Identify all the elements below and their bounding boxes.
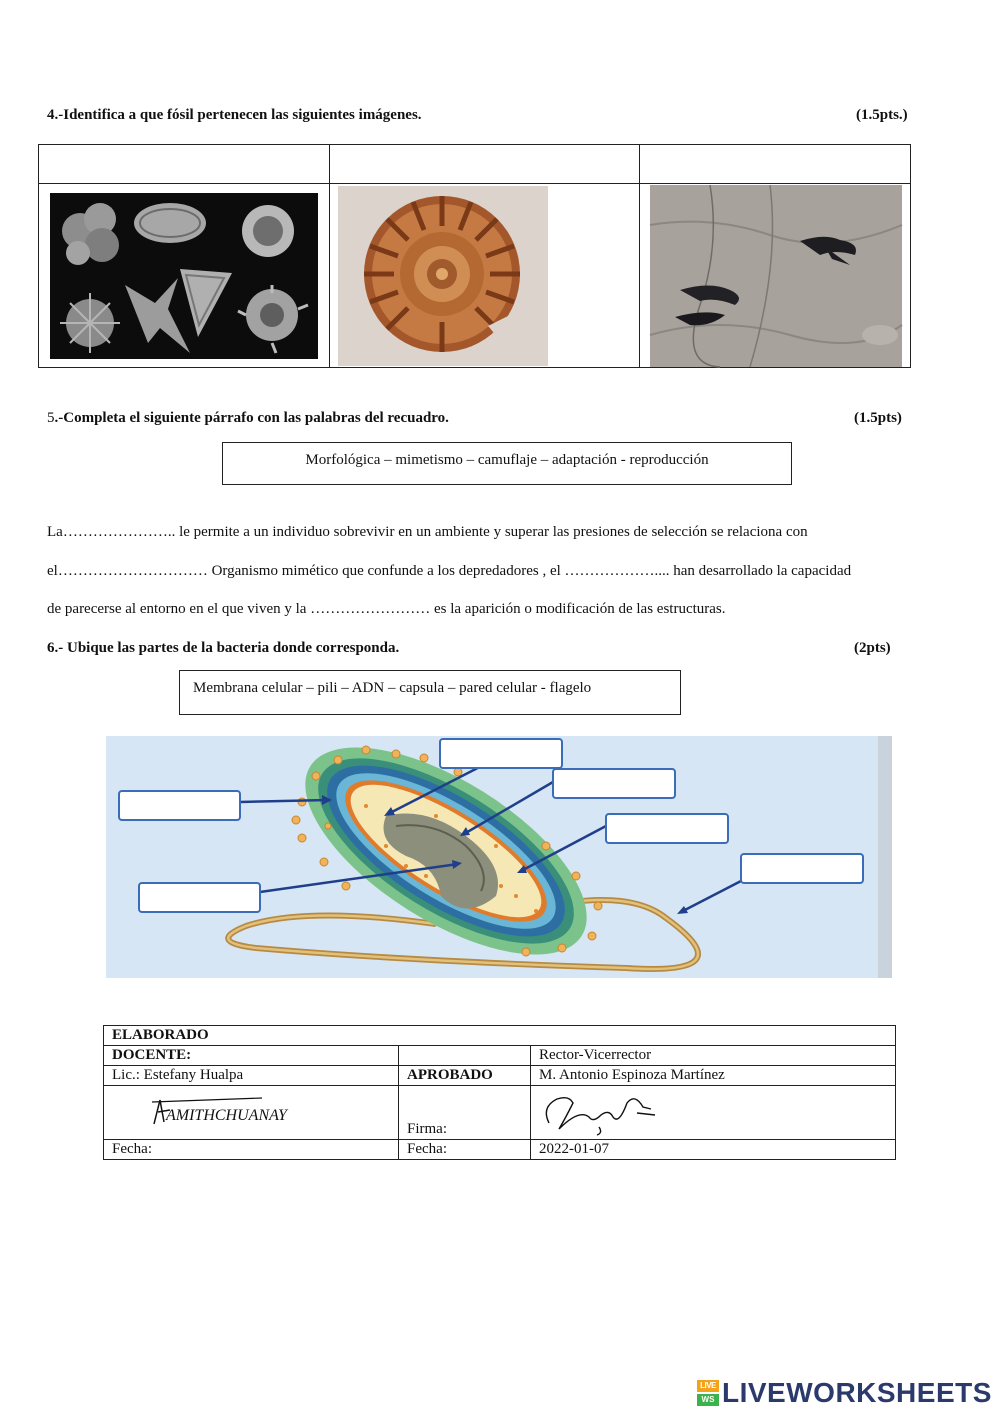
q4-title: 4.-Identifica a que fósil pertenecen las siguientes imágenes. <box>47 107 422 123</box>
fossil-image-cell-1 <box>39 184 330 368</box>
logo-badge-icon <box>697 1380 719 1406</box>
q6-word-bank-text: Membrana celular – pili – ADN – capsula – pared celular - flagelo <box>193 680 592 696</box>
q5-title <box>47 410 449 427</box>
date-cell: 2022-01-07 <box>531 1140 896 1160</box>
logo-badge-top: LIVE <box>697 1380 719 1392</box>
q5-paragraph-line-3: de parecerse al entorno en el que viven y la …………………… es la aparición o modificación de las estructuras. <box>47 601 726 617</box>
aprobado-cell: APROBADO <box>399 1066 531 1086</box>
logo-text: LIVEWORKSHEETS <box>722 1377 992 1408</box>
dinosaur-footprints-image <box>650 185 902 367</box>
teacher-signature-text: AMITHCHUANAY <box>166 1106 287 1124</box>
q5-title-text: .-Completa el siguiente párrafo con las palabras del recuadro. <box>54 410 449 426</box>
q5-points: (1.5pts) <box>854 410 902 426</box>
q5-number: 5 <box>47 410 55 426</box>
teacher-signature-cell <box>104 1086 399 1140</box>
answer-cell-2[interactable] <box>330 145 640 184</box>
q5-word-bank-text: Morfológica – mimetismo – camuflaje – adaptación - reproducción <box>305 452 709 468</box>
q4-points: (1.5pts.) <box>856 107 908 123</box>
signature-table <box>103 1025 896 1160</box>
fossil-image-cell-3 <box>640 184 911 368</box>
q6-title: 6.- Ubique las partes de la bacteria donde corresponda. <box>47 640 400 656</box>
q5-paragraph-line-2: el………………………… Organismo mimético que confunde a los depredadores , el ……………….... han desarrollado la capacidad <box>47 563 852 579</box>
logo-badge-bottom: WS <box>697 1394 719 1406</box>
fecha-cell-2: Fecha: <box>399 1140 531 1160</box>
approver-signature-cell <box>531 1086 896 1140</box>
bacteria-label-slot-2[interactable] <box>138 882 261 913</box>
ammonite-image <box>338 186 548 366</box>
fecha-cell-1: Fecha: <box>104 1140 399 1160</box>
empty-cell <box>399 1046 531 1066</box>
bacteria-label-slot-6[interactable] <box>740 853 864 884</box>
docente-cell: DOCENTE: <box>104 1046 399 1066</box>
q5-word-bank <box>222 442 792 485</box>
fossil-table <box>38 144 911 368</box>
firma-cell: Firma: <box>399 1086 531 1140</box>
bacteria-label-slot-4[interactable] <box>552 768 676 799</box>
approver-signature <box>539 1089 659 1137</box>
liveworksheets-logo <box>697 1377 992 1409</box>
teacher-name-cell: Lic.: Estefany Hualpa <box>104 1066 399 1086</box>
q5-paragraph-line-1: La………………….. le permite a un individuo sobrevivir en un ambiente y superar las presiones de selección se relaciona con <box>47 524 808 540</box>
q6-points: (2pts) <box>854 640 891 656</box>
bacteria-label-slot-1[interactable] <box>118 790 241 821</box>
answer-cell-1[interactable] <box>39 145 330 184</box>
microfossils-image <box>50 193 318 359</box>
q6-word-bank <box>179 670 681 715</box>
bacteria-label-slot-5[interactable] <box>605 813 729 844</box>
elaborado-cell: ELABORADO <box>104 1026 896 1046</box>
rector-cell: Rector-Vicerrector <box>531 1046 896 1066</box>
fossil-image-cell-2 <box>330 184 640 368</box>
answer-cell-3[interactable] <box>640 145 911 184</box>
approver-name-cell: M. Antonio Espinoza Martínez <box>531 1066 896 1086</box>
bacteria-label-slot-3[interactable] <box>439 738 563 769</box>
teacher-signature <box>150 1096 287 1130</box>
